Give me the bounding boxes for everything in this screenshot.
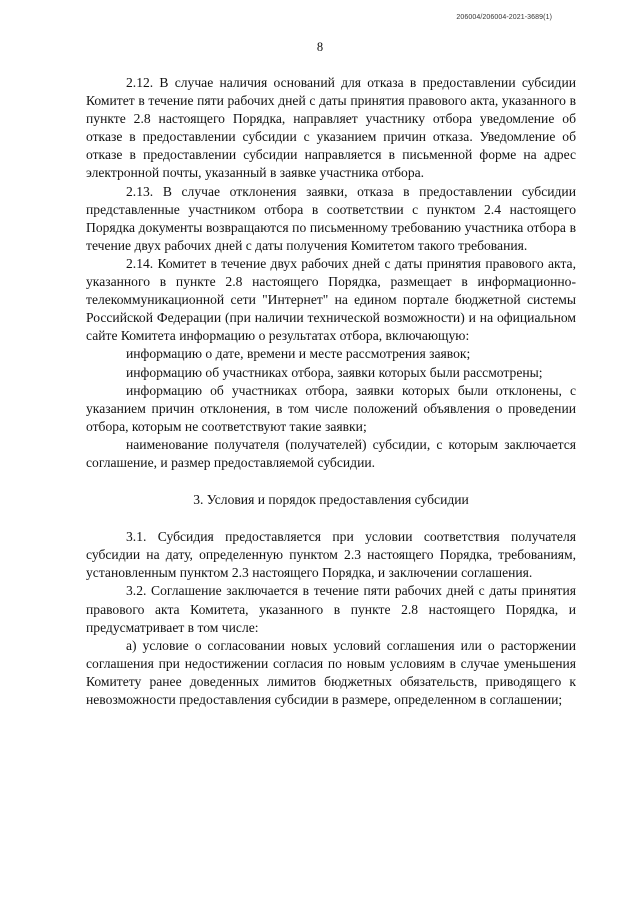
paragraph-2-14: 2.14. Комитет в течение двух рабочих дней с даты принятия правового акта, указанного в пункте 2.8 настоящего Порядка, размещает в информационно-телекоммуникационной сети "Интернет" на едином портале бюджетной системы Российской Федерации (при наличии технической возможности) и на официальном сайте Комитета информацию о результатах отбора, включающую:: [86, 255, 576, 344]
list-item-recipient-name: наименование получателя (получателей) субсидии, с которым заключается соглашение, и размер предоставляемой субсидии.: [86, 436, 576, 470]
paragraph-3-2-a: а) условие о согласовании новых условий соглашения или о расторжении соглашения при недостижении согласия по новым условиям в случае уменьшения Комитету ранее доведенных лимитов бюджетных обязательств, приводящего к невозможности предоставления субсидии в размере, определенном в соглашении;: [86, 637, 576, 707]
page-number: 8: [316, 40, 324, 54]
paragraph-3-1: 3.1. Субсидия предоставляется при условии соответствия получателя субсидии на дату, определенную пунктом 2.3 настоящего Порядка, требованиям, установленным пунктом 2.3 настоящего Порядка, и заключении соглашения.: [86, 529, 576, 581]
list-item-considered-participants: информацию об участниках отбора, заявки которых были рассмотрены;: [126, 364, 543, 380]
document-body: [86, 74, 576, 709]
section-title: 3. Условия и порядок предоставления субсидии: [193, 492, 469, 508]
list-item-rejected-participants: информацию об участниках отбора, заявки которых были отклонены, с указанием причин отклонения, в том числе положений объявления о проведении отбора, которым не соответствуют такие заявки;: [86, 382, 576, 434]
document-id: 206004/206004-2021-3689(1): [456, 14, 552, 21]
paragraph-2-12: 2.12. В случае наличия оснований для отказа в предоставлении субсидии Комитет в течение пяти рабочих дней с даты принятия правового акта, указанного в пункте 2.8 настоящего Порядка, направляет участнику отбора уведомление об отказе в предоставлении субсидии с указанием причин отказа. Уведомление об отказе в предоставлении субсидии направляется в письменной форме на адрес электронной почты, указанный в заявке участника отбора.: [86, 75, 576, 181]
paragraph-2-13: 2.13. В случае отклонения заявки, отказа в предоставлении субсидии представленные участником отбора в соответствии с пунктом 2.4 настоящего Порядка документы возвращаются по письменному требованию участника отбора в течение двух рабочих дней с даты получения Комитетом такого требования.: [86, 183, 576, 253]
paragraph-3-2: 3.2. Соглашение заключается в течение пяти рабочих дней с даты принятия правового акта Комитета, указанного в пункте 2.8 настоящего Порядка, и предусматривает в том числе:: [86, 583, 576, 635]
list-item-date-time-place: информацию о дате, времени и месте рассмотрения заявок;: [126, 346, 471, 362]
